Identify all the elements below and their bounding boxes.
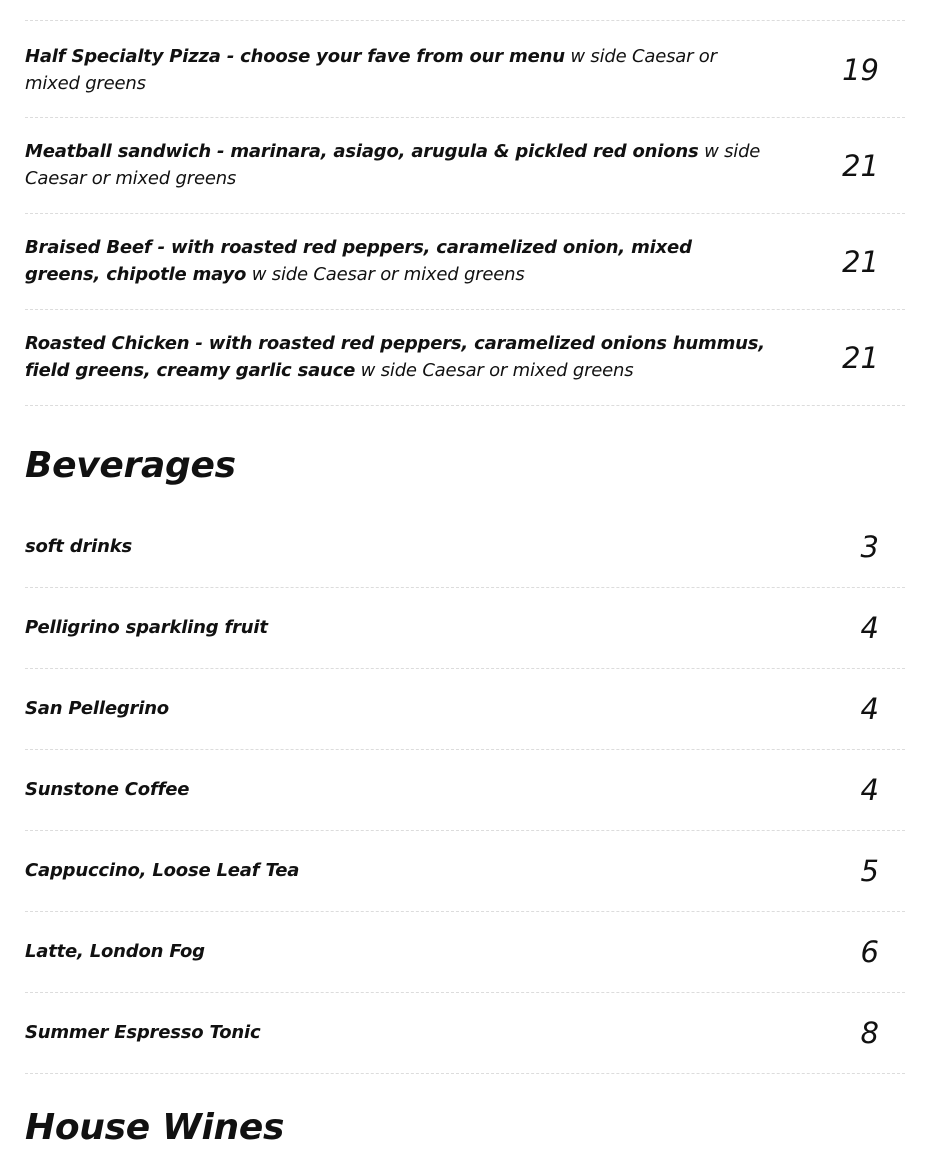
beverage-item-soft-drinks [25, 507, 905, 588]
menu-item-price: 19 [842, 53, 879, 87]
section-title-house-wines: House Wines [25, 1107, 285, 1148]
menu-item-roasted-chicken [25, 310, 905, 406]
beverage-item-name: San Pellegrino [25, 698, 169, 719]
beverage-item-san-pellegrino [25, 669, 905, 750]
beverage-item-name: soft drinks [25, 536, 133, 557]
beverage-item-sunstone-coffee [25, 750, 905, 831]
beverage-item-cappuccino-loose-leaf-tea [25, 831, 905, 912]
menu-item-description: w side Caesar or mixed greens [251, 264, 525, 285]
section-title-beverages: Beverages [25, 445, 236, 486]
beverage-item-price: 4 [860, 773, 879, 807]
menu-item-price: 21 [842, 341, 879, 375]
beverage-item-name: Summer Espresso Tonic [25, 1022, 261, 1043]
menu-item-name: Braised Beef - with roasted red peppers, caramelized onion, mixed greens, chipotle mayo [25, 237, 692, 285]
menu-item-name: Meatball sandwich - marinara, asiago, arugula & pickled red onions [25, 141, 699, 162]
beverage-item-name: Latte, London Fog [25, 941, 205, 962]
menu-item-braised-beef [25, 214, 905, 310]
beverage-item-price: 6 [860, 935, 879, 969]
menu-item-description: w side Caesar or mixed greens [360, 360, 634, 381]
menu-item-description: w side Caesar or mixed greens [25, 46, 717, 94]
menu-item-meatball-sandwich [25, 118, 905, 214]
beverage-item-name: Cappuccino, Loose Leaf Tea [25, 860, 300, 881]
beverage-item-price: 8 [860, 1016, 879, 1050]
menu-item-price: 21 [842, 245, 879, 279]
beverage-item-pelligrino-sparkling-fruit [25, 588, 905, 669]
beverage-item-price: 4 [860, 611, 879, 645]
beverage-item-price: 4 [860, 692, 879, 726]
beverage-item-summer-espresso-tonic [25, 993, 905, 1074]
menu-item-name: Roasted Chicken - with roasted red peppers, caramelized onions hummus, field greens, creamy garlic sauce [25, 333, 765, 381]
beverage-item-price: 5 [860, 854, 879, 888]
menu-item-name: Half Specialty Pizza - choose your fave from our menu [25, 46, 565, 67]
beverage-item-name: Sunstone Coffee [25, 779, 190, 800]
menu-item-half-specialty-pizza [25, 21, 905, 118]
beverage-item-name: Pelligrino sparkling fruit [25, 617, 268, 638]
beverage-item-latte-london-fog [25, 912, 905, 993]
menu-item-description: w side Caesar or mixed greens [25, 141, 761, 189]
menu-item-price: 21 [842, 149, 879, 183]
beverage-item-price: 3 [860, 530, 879, 564]
